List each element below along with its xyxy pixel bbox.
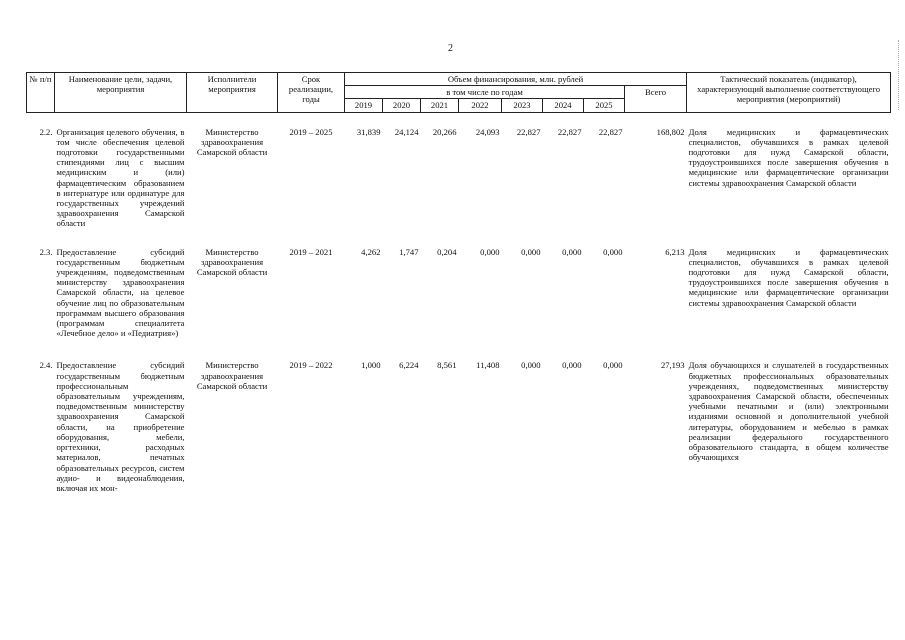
- header-year: 2021: [421, 99, 459, 112]
- executor: Министерство здравоохранения Самарской области: [196, 126, 268, 158]
- funding-2022: 24,093: [475, 126, 500, 137]
- header-total: Всего: [625, 86, 687, 112]
- header-year: 2019: [345, 99, 383, 112]
- funding-2020: 24,124: [394, 126, 419, 137]
- header-term: Срок реализации, годы: [278, 73, 345, 113]
- row-number: 2.3.: [39, 246, 53, 257]
- header-year: 2020: [383, 99, 421, 112]
- activity-name: Организация целевого обучения, в том числе обеспечения целевой подготовки государственными стипендиями лиц с высшим медицинским и (или) фармацевтическим образованием в интернатуре или ординатуре для государственных учреждений здравоохранения Самарской области: [56, 126, 185, 229]
- funding-total: 6,213: [665, 246, 685, 257]
- funding-2024: 22,827: [557, 126, 582, 137]
- header-executor: Исполнители мероприятия: [187, 73, 278, 113]
- funding-2020: 1,747: [399, 246, 419, 257]
- term: 2019 – 2022: [289, 360, 333, 371]
- funding-2020: 6,224: [399, 360, 419, 371]
- funding-2021: 20,266: [432, 126, 457, 137]
- funding-2022: 0,000: [480, 246, 500, 257]
- header-num: № п/п: [27, 73, 55, 113]
- indicator: Доля обучающихся и слушателей в государственных бюджетных профессиональных образовательных учреждениях, подведомственных министерству здравоохранения Самарской области, обеспеченных учебными печатными и (или) электронными изданиями основной и дополнительной учебной литературы, оборудованием и мебелью в рамках реализации федерального государственного образовательного стандарта, в общем количестве обучающихся: [688, 360, 889, 463]
- header-year: 2022: [459, 99, 502, 112]
- funding-2021: 0,204: [437, 246, 457, 257]
- indicator: Доля медицинских и фармацевтических специалистов, обучавшихся в рамках целевой подготовки для нужд Самарской области, трудоустроившихся после завершения обучения в медицинские или фармацевтические организации системы здравоохранения Самарской области: [688, 246, 889, 308]
- table-row: [27, 360, 891, 493]
- header-indicator: Тактический показатель (индикатор), характеризующий выполнение соответствующего мероприятия (мероприятий): [687, 73, 891, 113]
- funding-2025: 0,000: [603, 246, 623, 257]
- funding-2023: 0,000: [521, 246, 541, 257]
- indicator: Доля медицинских и фармацевтических специалистов, обучавшихся в рамках целевой подготовки для нужд Самарской области, трудоустроившихся после завершения обучения в медицинские или фармацевтические организации системы здравоохранения Самарской области: [688, 126, 889, 188]
- funding-2023: 0,000: [521, 360, 541, 371]
- table-row: [27, 247, 891, 339]
- program-activities-table: [26, 72, 891, 493]
- funding-2019: 1,000: [361, 360, 381, 371]
- header-by-years: в том числе по годам: [345, 86, 625, 99]
- funding-total: 168,802: [656, 126, 685, 137]
- funding-total: 27,193: [660, 360, 685, 371]
- row-number: 2.4.: [39, 360, 53, 371]
- funding-2021: 8,561: [437, 360, 457, 371]
- funding-2024: 0,000: [562, 360, 582, 371]
- funding-2024: 0,000: [562, 246, 582, 257]
- funding-2023: 22,827: [516, 126, 541, 137]
- funding-2025: 22,827: [598, 126, 623, 137]
- activity-name: Предоставление субсидий государственным бюджетным профессиональным образовательным учреждениям, подведомственным министерству здравоохранения Самарской области, на приобретение оборудования, мебели, оргтехники, расходных материалов, печатных образовательных ресурсов, систем аудио- и видеонаблюдения, включая их мон-: [56, 360, 185, 493]
- header-year: 2023: [502, 99, 543, 112]
- activity-name: Предоставление субсидий государственным бюджетным учреждениям, подведомственным министерству здравоохранения Самарской области, на целевое обучение лиц по образовательным программам высшего образования (программам специалитета «Лечебное дело» и «Педиатрия»): [56, 246, 185, 339]
- funding-2025: 0,000: [603, 360, 623, 371]
- header-year: 2024: [543, 99, 584, 112]
- funding-2022: 11,408: [476, 360, 500, 371]
- funding-2019: 4,262: [361, 246, 381, 257]
- table-row: [27, 127, 891, 229]
- header-year: 2025: [584, 99, 625, 112]
- page-number: 2: [448, 43, 453, 54]
- term: 2019 – 2025: [289, 126, 333, 137]
- row-number: 2.2.: [39, 126, 53, 137]
- term: 2019 – 2021: [289, 246, 333, 257]
- executor: Министерство здравоохранения Самарской области: [196, 246, 268, 278]
- executor: Министерство здравоохранения Самарской области: [196, 360, 268, 391]
- header-funding: Объем финансирования, млн. рублей: [345, 73, 687, 86]
- funding-2019: 31,839: [356, 126, 381, 137]
- header-name: Наименование цели, задачи, мероприятия: [55, 73, 187, 113]
